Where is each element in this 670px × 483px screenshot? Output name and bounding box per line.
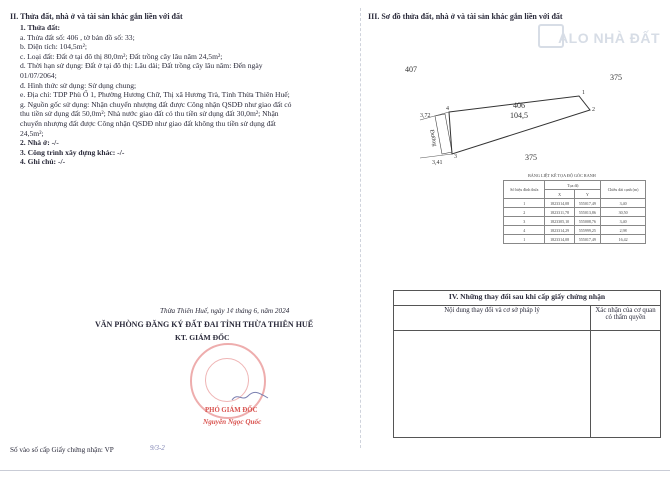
handwritten-signature (230, 390, 270, 404)
issuing-office: VĂN PHÒNG ĐĂNG KÝ ĐẤT ĐAI TỈNH THỪA THIÊN HUẾ (95, 320, 314, 329)
header-y: Y (574, 190, 601, 199)
edge-length-top: 3,72 (420, 113, 431, 119)
vertex-2-label: 2 (592, 107, 595, 113)
parcel-area: b. Diện tích: 104,5m²; (20, 42, 88, 52)
changes-empty-cell (394, 331, 591, 438)
changes-col-confirm: Xác nhận của cơ quan có thẩm quyền (591, 306, 661, 331)
changes-col-content: Nội dung thay đổi và cơ sở pháp lý (394, 306, 591, 331)
other-construction-heading: 3. Công trình xây dựng khác: -/- (20, 147, 125, 157)
issue-date: Thừa Thiên Huế, ngày 1¢ tháng 6, năm 2024 (160, 307, 290, 315)
signer-title: PHÓ GIÁM ĐỐC (205, 407, 258, 414)
neighbor-407-label: 407 (405, 65, 417, 74)
table-row: 3 1823305,10 555008,76 3,40 (504, 217, 646, 226)
parcel-area-label: 104,5 (510, 111, 528, 120)
header-length: Chiều dài cạnh (m) (601, 181, 646, 199)
table-row: 2 1823311,78 555013,86 30,50 (504, 208, 646, 217)
usage-term-line1: d. Thời hạn sử dụng: Đất ở tại đô thị: Lâu dài; Đất trồng cây lâu năm: Đến ngày (20, 61, 263, 71)
header-coord: Tọa độ (545, 181, 601, 190)
origin-line2: thu tiền sử dụng đất 50,0m²; Nhà nước giao đất có thu tiền sử dụng đất 30,0m²; Nhận (20, 109, 279, 119)
origin-line4: 24,5m²; (20, 128, 44, 138)
neighbor-375-bottom-label: 375 (525, 153, 537, 162)
house-heading: 2. Nhà ở: -/- (20, 138, 59, 148)
origin-line3: chuyển nhượng đất được Công nhận QSDĐ như giao đất không thu tiền sử dụng đất (20, 118, 276, 128)
edge-dimension-bottom (420, 154, 452, 158)
usage-form: đ. Hình thức sử dụng: Sử dụng chung; (20, 80, 137, 90)
changes-table (393, 290, 661, 438)
land-parcel-heading: 1. Thửa đất: (20, 23, 61, 32)
vertex-3-label: 3 (454, 154, 457, 160)
section-2-title: II. Thửa đất, nhà ở và tài sản khác gắn liền với đất (10, 12, 183, 21)
section-2-body (20, 23, 291, 167)
origin-line1: g. Nguồn gốc sử dụng: Nhận chuyển nhượng đất được Công nhận QSDĐ như giao đất có (20, 99, 292, 109)
signer-name: Nguyễn Ngọc Quốc (203, 418, 262, 426)
header-x: X (545, 190, 574, 199)
edge-length-bottom: 3,41 (432, 160, 443, 166)
parcel-diagram (360, 40, 670, 180)
parcel-number-label: 406 (513, 101, 525, 110)
vertex-4-label: 4 (446, 106, 449, 112)
changes-empty-cell (591, 331, 661, 438)
note-heading: 4. Ghi chú: -/- (20, 157, 66, 167)
coordinate-table (503, 180, 646, 244)
coordinate-table-title: BẢNG LIỆT KÊ TỌA ĐỘ GÓC RANH (528, 173, 596, 178)
certificate-register-number: Số vào số cấp Giấy chứng nhận: VP (10, 446, 114, 454)
land-type: c. Loại đất: Đất ở tại đô thị 80,0m²; Đất trồng cây lâu năm 24,5m²; (20, 51, 223, 61)
parcel-number: a. Thửa đất số: 406 , tờ bản đồ số: 33; (20, 32, 135, 42)
watermark-logo: ALO NHÀ ĐẤT (558, 30, 660, 46)
changes-table-title: IV. Những thay đổi sau khi cấp giấy chứng nhận (394, 291, 661, 306)
address: e. Địa chỉ: TDP Phù Ổ 1, Phường Hương Chữ, Thị xã Hương Trà, Tỉnh Thừa Thiên Huế; (20, 90, 290, 100)
certificate-register-handwritten: 9/3-2 (150, 444, 165, 452)
neighbor-375-top-label: 375 (610, 73, 622, 82)
table-row: 4 1823314,29 555999,25 2,98 (504, 226, 646, 235)
header-point: Số hiệu đỉnh thửa (504, 181, 545, 199)
usage-term-line2: 01/07/2064; (20, 70, 57, 80)
table-row: 1 1823314,08 555017,49 3,40 (504, 199, 646, 208)
bottom-rule (0, 470, 670, 471)
table-row: 1 1823314,08 555017,49 16,42 (504, 235, 646, 244)
signer-authority: KT. GIÁM ĐỐC (175, 333, 230, 342)
road-label: Đường (428, 129, 438, 147)
section-3-title: III. Sơ đồ thửa đất, nhà ở và tài sản khác gắn liền với đất (368, 12, 563, 21)
vertex-1-label: 1 (582, 90, 585, 96)
